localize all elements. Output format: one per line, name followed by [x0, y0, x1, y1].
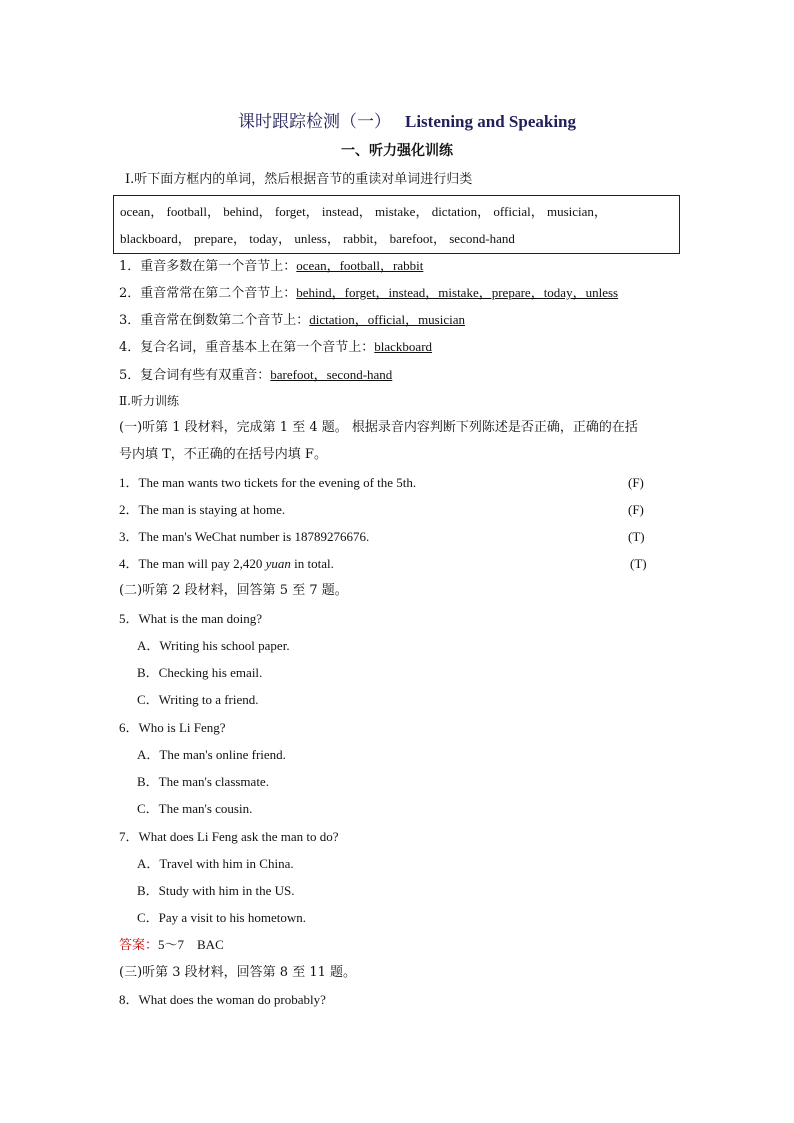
rule-answer: barefoot，second-hand — [270, 367, 393, 382]
question-6: 6．Who is Li Feng? — [119, 720, 226, 735]
tf-question-3 — [119, 528, 369, 546]
answer-line — [119, 936, 224, 955]
question-5-option-b: B．Checking his email. — [137, 665, 263, 680]
part2-heading: Ⅱ.听力训练 — [119, 394, 179, 408]
word-box — [113, 195, 680, 254]
question-7-option-a: A．Travel with him in China. — [137, 856, 294, 871]
question-6-option-a: A．The man's online friend. — [137, 747, 286, 762]
rule-label: 4．复合名词，重音基本上在第一个音节上： — [119, 340, 375, 355]
rule-4 — [119, 338, 432, 357]
part1-heading: Ⅰ.听下面方框内的单词，然后根据音节的重读对单词进行归类 — [125, 172, 473, 187]
word-box-line-1: ocean， football， behind， forget， instead， mistake， dictation， official， musician， — [120, 204, 607, 219]
question-7: 7．What does Li Feng ask the man to do? — [119, 829, 339, 844]
rule-label: 3．重音常在倒数第二个音节上： — [119, 313, 310, 328]
question-text: The man wants two tickets for the evening of the 5th. — [138, 475, 417, 490]
rule-label: 5．复合词有些有双重音： — [119, 368, 271, 383]
question-number: 3． — [119, 529, 139, 544]
tf-mark-4: (T) — [630, 556, 647, 571]
rule-2 — [119, 284, 618, 303]
title-chinese: 课时跟踪检测（一） — [237, 112, 391, 132]
word-box-line-2: blackboard， prepare， today， unless， rabbit， barefoot， second-hand — [120, 231, 515, 246]
rule-label: 2．重音常常在第二个音节上： — [119, 286, 297, 301]
question-text: The man will pay 2,420 — [138, 556, 266, 571]
question-5-option-a: A．Writing his school paper. — [137, 638, 290, 653]
question-8: 8．What does the woman do probably? — [119, 992, 326, 1007]
rule-answer: dictation，official，musician — [309, 312, 466, 327]
section3-instruction: (三)听第 3 段材料，回答第 8 至 11 题。 — [119, 965, 357, 980]
tf-question-4 — [119, 555, 334, 573]
tf-question-2 — [119, 501, 285, 519]
page-title — [0, 107, 794, 132]
question-number: 2． — [119, 502, 139, 517]
rule-1 — [119, 257, 423, 276]
section2-instruction: (二)听第 2 段材料，回答第 5 至 7 题。 — [119, 583, 348, 598]
tf-mark-3: (T) — [628, 529, 645, 544]
title-english: Listening and Speaking — [404, 112, 576, 131]
tf-question-1 — [119, 474, 416, 492]
rule-3 — [119, 311, 465, 330]
answer-label: 答案： — [119, 938, 159, 953]
question-number: 1． — [119, 475, 139, 490]
question-5: 5．What is the man doing? — [119, 611, 262, 626]
rule-label: 1．重音多数在第一个音节上： — [119, 259, 297, 274]
italic-word: yuan — [265, 556, 291, 571]
section-title: 一、听力强化训练 — [341, 143, 453, 159]
section1-instruction-line-2: 号内填 T，不正确的在括号内填 F。 — [119, 447, 327, 462]
tf-mark-1: (F) — [628, 475, 644, 490]
question-number: 4． — [119, 556, 139, 571]
question-text: The man's WeChat number is 18789276676. — [138, 529, 370, 544]
rule-answer: ocean，football，rabbit — [296, 258, 424, 273]
question-7-option-b: B．Study with him in the US. — [137, 883, 295, 898]
question-6-option-b: B．The man's classmate. — [137, 774, 269, 789]
answer-value: 5～7 BAC — [158, 937, 224, 952]
question-text: The man is staying at home. — [138, 502, 286, 517]
question-5-option-c: C．Writing to a friend. — [137, 692, 259, 707]
question-6-option-c: C．The man's cousin. — [137, 801, 253, 816]
tf-mark-2: (F) — [628, 502, 644, 517]
question-text-tail: in total. — [290, 556, 334, 571]
rule-answer: blackboard — [374, 339, 433, 354]
rule-answer: behind，forget，instead，mistake，prepare，today，unless — [296, 285, 619, 300]
question-7-option-c: C．Pay a visit to his hometown. — [137, 910, 307, 925]
rule-5 — [119, 366, 392, 385]
section1-instruction-line-1: (一)听第 1 段材料，完成第 1 至 4 题。 根据录音内容判断下列陈述是否正确，正确的在括 — [119, 420, 638, 435]
